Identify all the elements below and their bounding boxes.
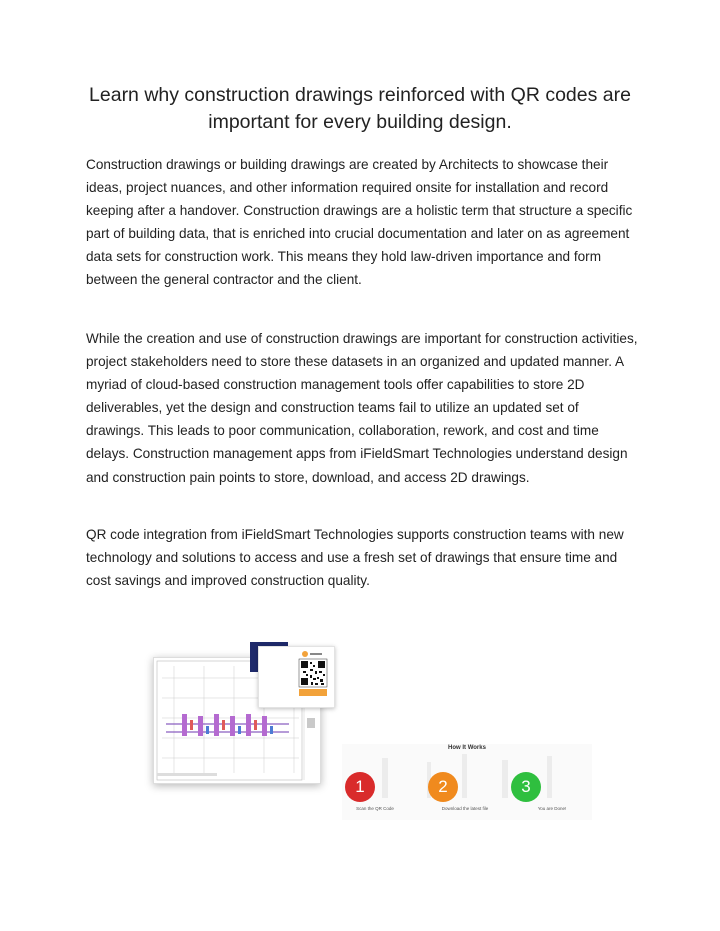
paragraph-storage: While the creation and use of construction drawings are important for construction activities, project stakeholders need to store these datasets in an organized and updated manner. A myriad of cloud-based construction management tools offer capabilities to store 2D deliverables, yet the design and construction teams fail to utilize an updated set of drawings. This leads to poor communication, collaboration, rework, and cost and time delays. Construction management apps from iFieldSmart Technologies understand design and construction pain points to store, download, and access 2D drawings.: [86, 331, 638, 485]
step-2-badge: 2: [428, 772, 458, 802]
how-it-works-panel: [342, 744, 592, 820]
paragraph-intro: Construction drawings or building drawings are created by Architects to showcase their ideas, project nuances, and other information required onsite for installation and record keeping after a handover. Construction drawings are a holistic term that structure a specific part of building data, that is enriched into crucial documentation and later on as agreement data sets for construction work. This means they hold law-driven importance and form between the general contractor and the client.: [86, 157, 633, 288]
step-3-badge: 3: [511, 772, 541, 802]
qr-code-graphic: [259, 647, 334, 707]
page-title: Learn why construction drawings reinforced with QR codes are important for every building design.: [89, 84, 631, 133]
step-1-label: Scan the QR Code: [356, 806, 394, 811]
step-2-label: Download the latest file: [441, 806, 489, 811]
qr-drawing-illustration: [150, 640, 600, 820]
step-1-badge: 1: [345, 772, 375, 802]
qr-code-card: [258, 646, 335, 708]
paragraph-qr-integration: QR code integration from iFieldSmart Technologies supports construction teams with new technology and solutions to access and use a fresh set of drawings that ensure time and cost savings and improved construction quality.: [86, 527, 624, 589]
step-3-label: You are Done!: [537, 806, 567, 811]
how-it-works-title: How It Works: [448, 745, 486, 751]
